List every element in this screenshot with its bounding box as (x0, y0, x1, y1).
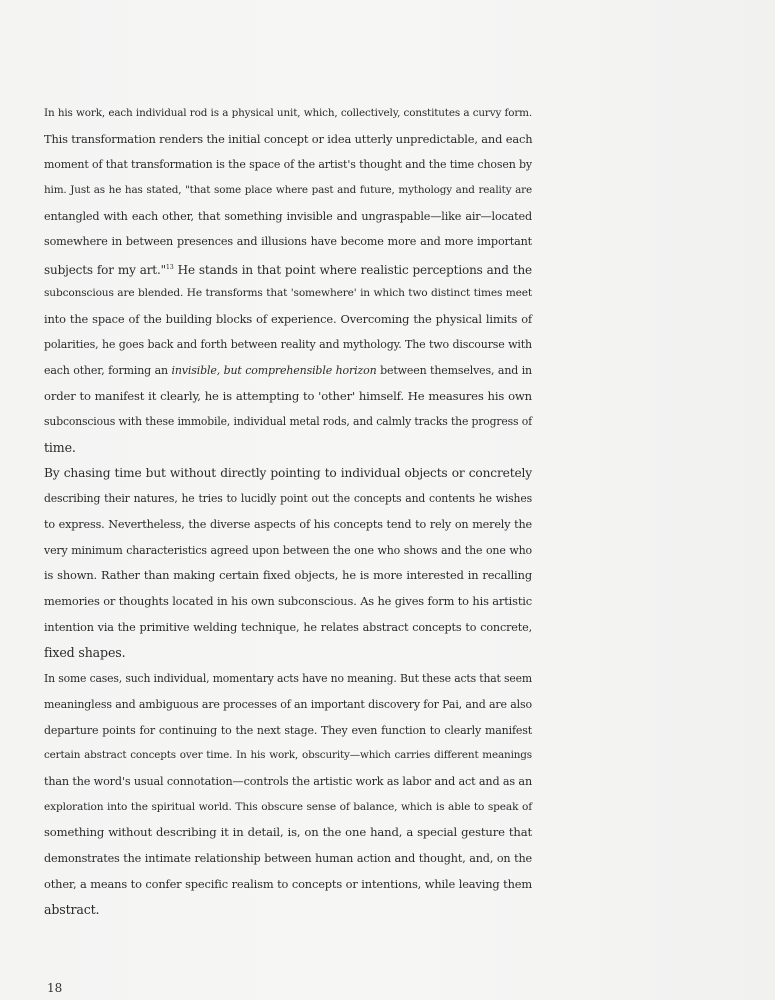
paragraph-2-line-3: to express. Nevertheless, the diverse aspects of his concepts tend to rely on merely the (44, 518, 532, 531)
paragraph-3-line-1: In some cases, such individual, momentary acts have no meaning. But these acts that seem (44, 672, 532, 686)
paragraph-3-line-2: meaningless and ambiguous are processes of an important discovery for Pai, and are also (44, 697, 532, 711)
paragraph-1-line-8: subconscious are blended. He transforms that 'somewhere' in which two distinct times meet (44, 286, 532, 299)
paragraph-1-line-12: order to manifest it clearly, he is attempting to 'other' himself. He measures his own (44, 388, 532, 403)
paragraph-1-line-2: This transformation renders the initial concept or idea utterly unpredictable, and each (44, 131, 533, 146)
paragraph-3-line-7: something without describing it in detail, is, on the one hand, a special gesture that (44, 825, 532, 840)
paragraph-2-line-2: describing their natures, he tries to lucidly point out the concepts and contents he wishes (44, 492, 532, 506)
body-text (44, 101, 532, 923)
line-7-text-a: subjects for my art." (44, 263, 167, 278)
paragraph-1-line-7 (44, 255, 532, 281)
paragraph-1-line-10: polarities, he goes back and forth between reality and mythology. The two discourse with (44, 338, 532, 352)
page-number: 18 (47, 981, 63, 995)
line-11-text-b: between themselves, and in (376, 363, 532, 377)
line-11-text-a: each other, forming an (44, 363, 172, 377)
paragraph-3-line-8: demonstrates the intimate relationship between human action and thought, and, on the (44, 851, 532, 865)
paragraph-1 (44, 101, 532, 461)
paragraph-2-line-6: memories or thoughts located in his own subconscious. As he gives form to his artistic (44, 594, 532, 609)
paragraph-3-line-4: certain abstract concepts over time. In his work, obscurity—which carries different meanings (44, 749, 532, 762)
paragraph-2-line-1: By chasing time but without directly pointing to individual objects or concretely (44, 465, 532, 480)
paragraph-1-line-1: In his work, each individual rod is a physical unit, which, collectively, constitutes a curvy form. (44, 107, 532, 119)
line-7-text-b: He stands in that point where realistic perceptions and the (173, 263, 532, 278)
paragraph-2-line-5: is shown. Rather than making certain fixed objects, he is more interested in recalling (44, 568, 532, 583)
paragraph-2-line-7: intention via the primitive welding technique, he relates abstract concepts to concrete, (44, 620, 532, 634)
paragraph-3-line-3: departure points for continuing to the next stage. They even function to clearly manifest (44, 723, 532, 737)
paragraph-1-line-13: subconscious with these immobile, individual metal rods, and calmly tracks the progress of (44, 415, 532, 429)
paragraph-2-line-4: very minimum characteristics agreed upon between the one who shows and the one who (44, 543, 532, 557)
paragraph-1-line-9: into the space of the building blocks of experience. Overcoming the physical limits of (44, 311, 532, 326)
paragraph-2 (44, 461, 532, 667)
paragraph-1-line-3: moment of that transformation is the space of the artist's thought and the time chosen by (44, 158, 532, 172)
paragraph-1-line-5: entangled with each other, that something invisible and ungraspable—like air—located (44, 209, 532, 223)
footnote-marker: 13 (166, 264, 174, 272)
paragraph-3-line-6: exploration into the spiritual world. This obscure sense of balance, which is able to speak of (44, 800, 532, 813)
paragraph-1-line-11 (44, 358, 532, 384)
paragraph-2-line-8: fixed shapes. (44, 645, 126, 661)
paragraph-1-line-6: somewhere in between presences and illusions have become more and more important (44, 235, 532, 249)
emphasis-phrase: invisible, but comprehensible horizon (171, 363, 377, 377)
paragraph-1-line-14: time. (44, 439, 76, 455)
paragraph-3-line-9: other, a means to confer specific realism to concepts or intentions, while leaving them (44, 876, 532, 891)
paragraph-1-line-4: him. Just as he has stated, "that some place where past and future, mythology and reality are (44, 184, 532, 197)
paragraph-3 (44, 666, 532, 923)
paragraph-3-line-10: abstract. (44, 902, 100, 918)
paragraph-3-line-5: than the word's usual connotation—controls the artistic work as labor and act and as an (44, 774, 532, 788)
